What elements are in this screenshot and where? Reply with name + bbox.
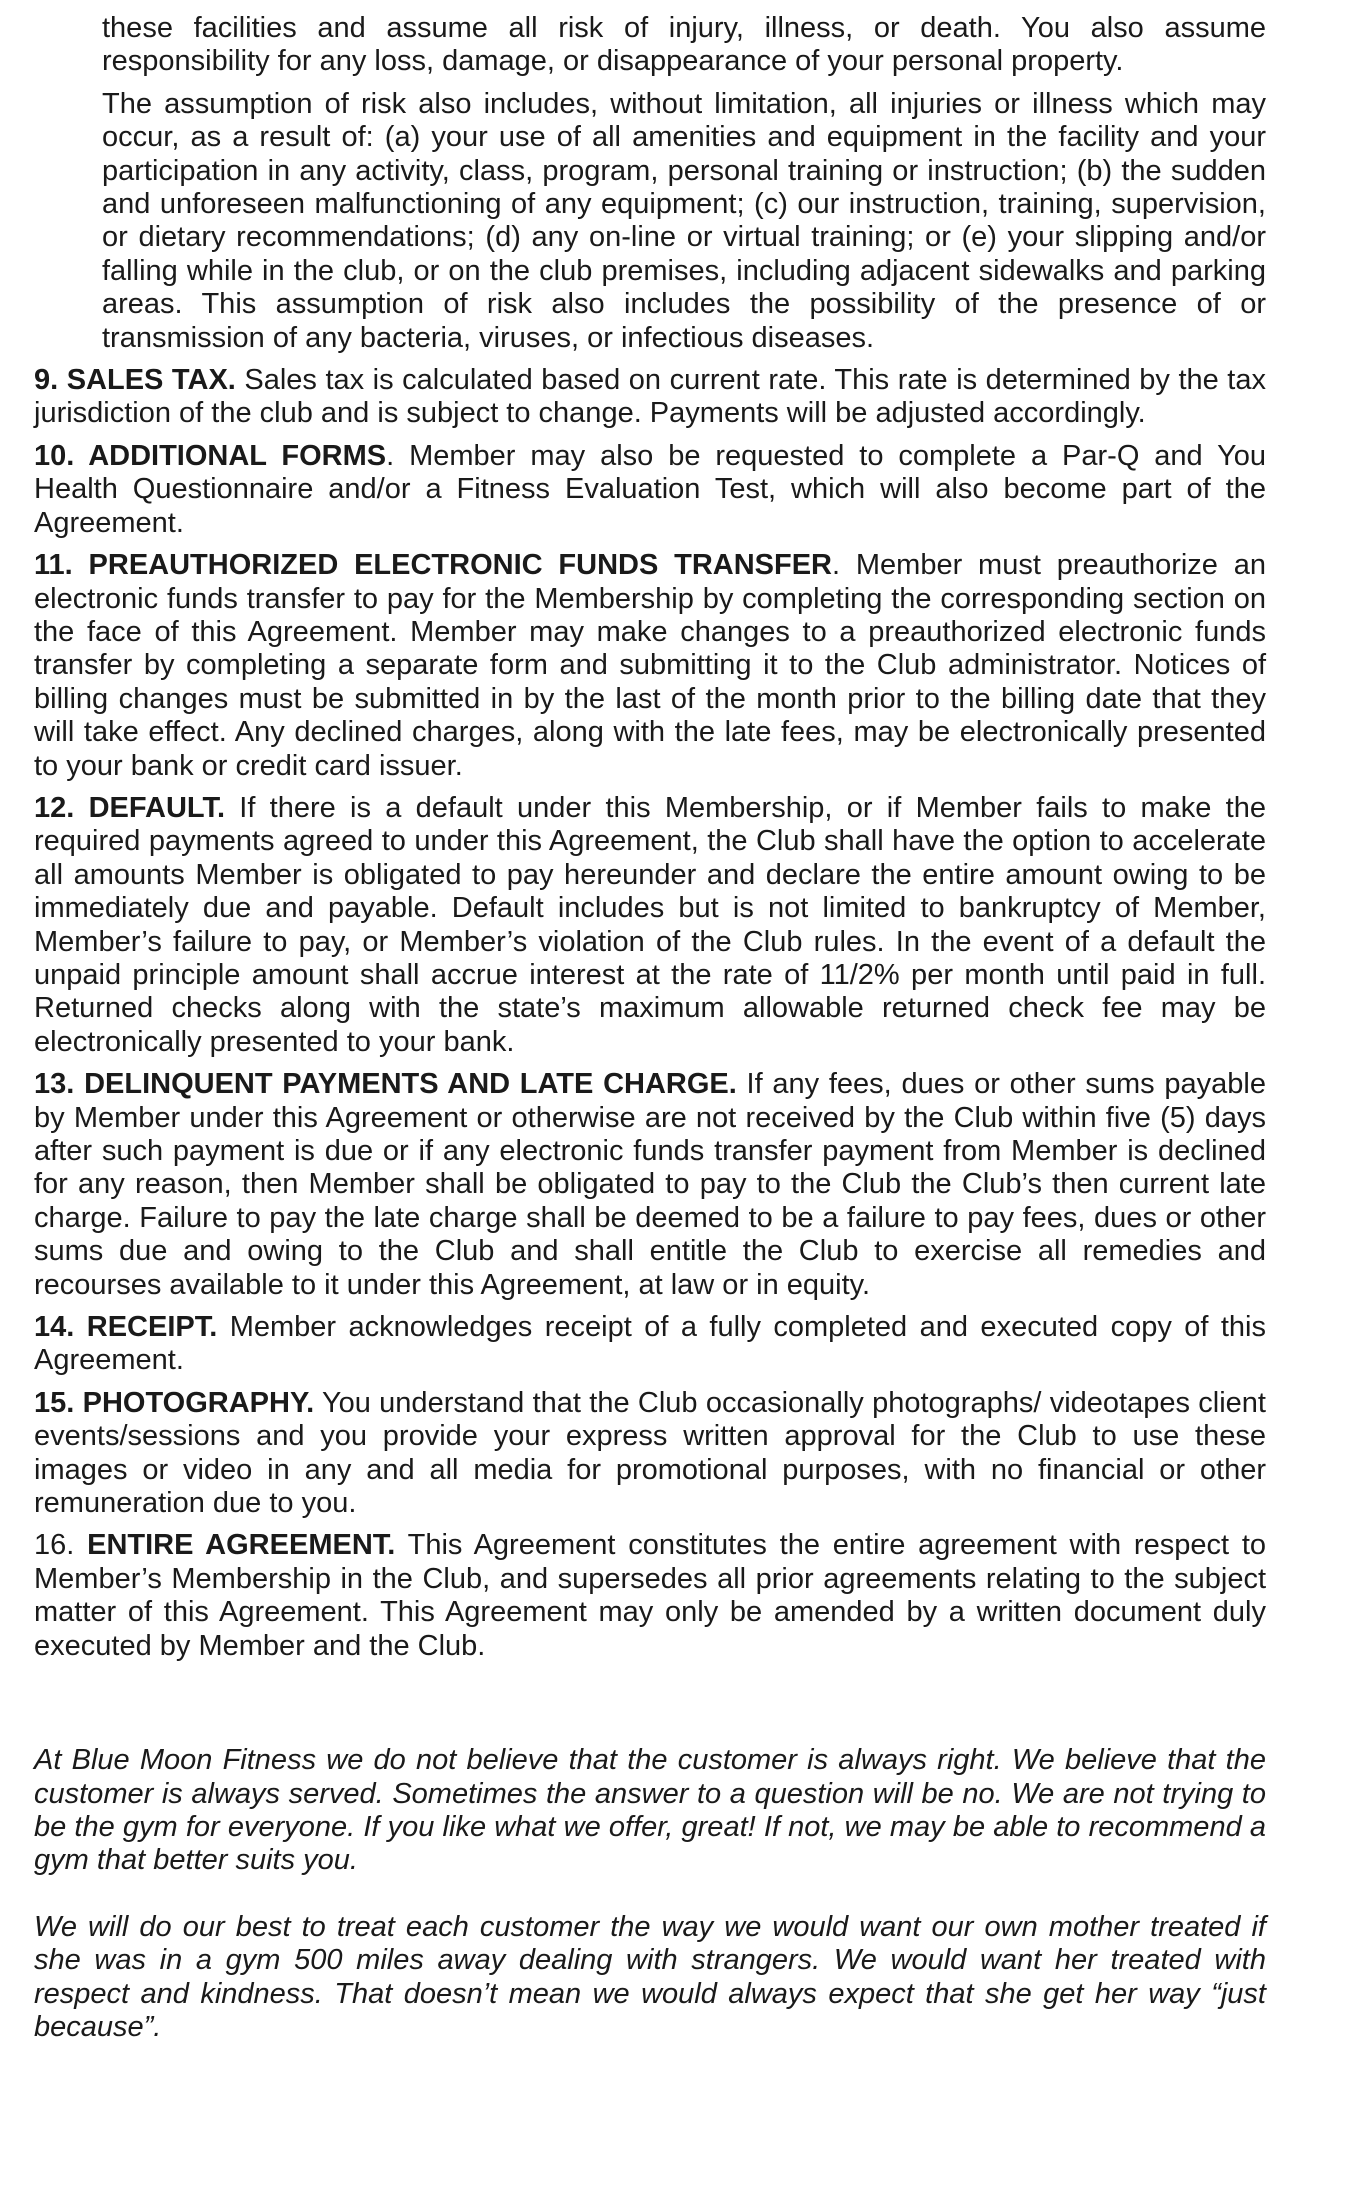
section-body: If there is a default under this Membership, or if Member fails to make the required payments agreed to under this Agreement, the Club shall have the option to accelerate all amounts Member is obligated to pay hereunder and declare the entire amount owing to be immediately due and payable. Default includes but is not limited to bankruptcy of Member, Member’s failure to pay, or Member’s violation of the Club rules. In the event of a default the unpaid principle amount shall accrue interest at the rate of 11/2% per month until paid in full. Returned checks along with the state’s maximum allowable returned check fee may be electronically presented to your bank. [34, 791, 1267, 1058]
section-sales-tax [34, 364, 1266, 431]
section-entire-agreement [34, 1529, 1266, 1663]
section-number: 16. [34, 1529, 75, 1562]
section-number: 11. [34, 549, 73, 582]
section-title: ADDITIONAL FORMS [88, 439, 387, 472]
section-title: ENTIRE AGREEMENT. [87, 1529, 396, 1562]
assumption-of-risk-scope: The assumption of risk also includes, without limitation, all injuries or illness which may occur, as a result of: (a) your use of all amenities and equipment in the facility and your participation in any activity, class, program, personal training or instruction; (b) the sudden and unforeseen malfunctioning of any equipment; (c) our instruction, training, supervision, or dietary recommendations; (d) any on-line or virtual training; or (e) your slipping and/or falling while in the club, or on the club premises, including adjacent sidewalks and parking areas. This assumption of risk also includes the possibility of the presence of or transmission of any bacteria, viruses, or infectious diseases. [102, 87, 1266, 354]
section-title: RECEIPT. [86, 1311, 218, 1344]
section-title: DEFAULT. [88, 791, 226, 824]
spacer [34, 1672, 1266, 1744]
section-photography [34, 1387, 1266, 1521]
closing-philosophy: At Blue Moon Fitness we do not believe that the customer is always right. We believe that the customer is always served. Sometimes the answer to a question will be no. We are not trying to be the gym for everyone. If you like what we offer, great! If not, we may be able to recommend a gym that better suits you. [34, 1744, 1266, 1877]
section-receipt [34, 1311, 1266, 1378]
agreement-page [34, 12, 1266, 2077]
section-title: DELINQUENT PAYMENTS AND LATE CHARGE. [84, 1068, 737, 1101]
section-number: 10. [34, 439, 75, 472]
section-number: 12. [34, 791, 75, 824]
section-heading-sales-tax [34, 364, 236, 396]
section-body: . Member must preauthorize an electronic funds transfer to pay for the Membership by completing the corresponding section on the face of this Agreement. Member may make changes to a preauthorized electronic funds transfer by completing a separate form and submitting it to the Club administrator. Notices of billing changes must be submitted in by the last of the month prior to the billing date that they will take effect. Any declined charges, along with the late fees, may be electronically presented to your bank or credit card issuer. [34, 549, 1266, 782]
section-heading-preauthorized-eft [34, 549, 832, 581]
section-default [34, 792, 1266, 1059]
closing-customer-treatment: We will do our best to treat each customer the way we would want our own mother treated if she was in a gym 500 miles away dealing with strangers. We would want her treated with respect and kindness. That doesn’t mean we would always expect that she get her way “just because”. [34, 1910, 1266, 2043]
section-heading-photography [34, 1387, 314, 1419]
section-number: 14. [34, 1311, 75, 1344]
section-delinquent-payments [34, 1068, 1266, 1302]
section-body: If any fees, dues or other sums payable by Member under this Agreement or otherwise are not received by the Club within five (5) days after such payment is due or if any electronic funds transfer payment from Member is declined for any reason, then Member shall be obligated to pay to the Club the Club’s then current late charge. Failure to pay the late charge shall be deemed to be a failure to pay fees, dues or other sums due and owing to the Club and shall entitle the Club to exercise all remedies and recourses available to it under this Agreement, at law or in equity. [34, 1068, 1266, 1301]
section-heading-additional-forms [34, 440, 386, 472]
section-body: You understand that the Club occasionally photographs/ videotapes client events/sessions and you provide your express written approval for the Club to use these images or video in any and all media for promotional purposes, with no financial or other remuneration due to you. [34, 1386, 1266, 1520]
section-title: PHOTOGRAPHY. [82, 1386, 315, 1419]
section-body: This Agreement constitutes the entire agreement with respect to Member’s Membership in the Club, and supersedes all prior agreements relating to the subject matter of this Agreement. This Agreement may only be amended by a written document duly executed by Member and the Club. [34, 1529, 1267, 1662]
section-number: 13. [34, 1068, 75, 1101]
section-preauthorized-eft [34, 549, 1266, 783]
section-number: 15. [34, 1386, 75, 1419]
section-body: Sales tax is calculated based on current rate. This rate is determined by the tax jurisdiction of the club and is subject to change. Payments will be adjusted accordingly. [34, 364, 1266, 430]
section-number: 9. [34, 364, 59, 397]
section-title: PREAUTHORIZED ELECTRONIC FUNDS TRANSFER [88, 549, 832, 582]
section-heading-receipt [34, 1311, 217, 1343]
section-body: . Member may also be requested to complete a Par-Q and You Health Questionnaire and/or a Fitness Evaluation Test, which will also become part of the Agreement. [34, 439, 1267, 539]
section-heading-default [34, 792, 225, 824]
assumption-of-risk-continued: these facilities and assume all risk of injury, illness, or death. You also assume responsibility for any loss, damage, or disappearance of your personal property. [102, 12, 1266, 78]
section-body: Member acknowledges receipt of a fully completed and executed copy of this Agreement. [34, 1311, 1266, 1377]
section-heading-delinquent-payments [34, 1068, 737, 1100]
section-additional-forms [34, 440, 1266, 540]
section-title: SALES TAX. [66, 364, 236, 397]
